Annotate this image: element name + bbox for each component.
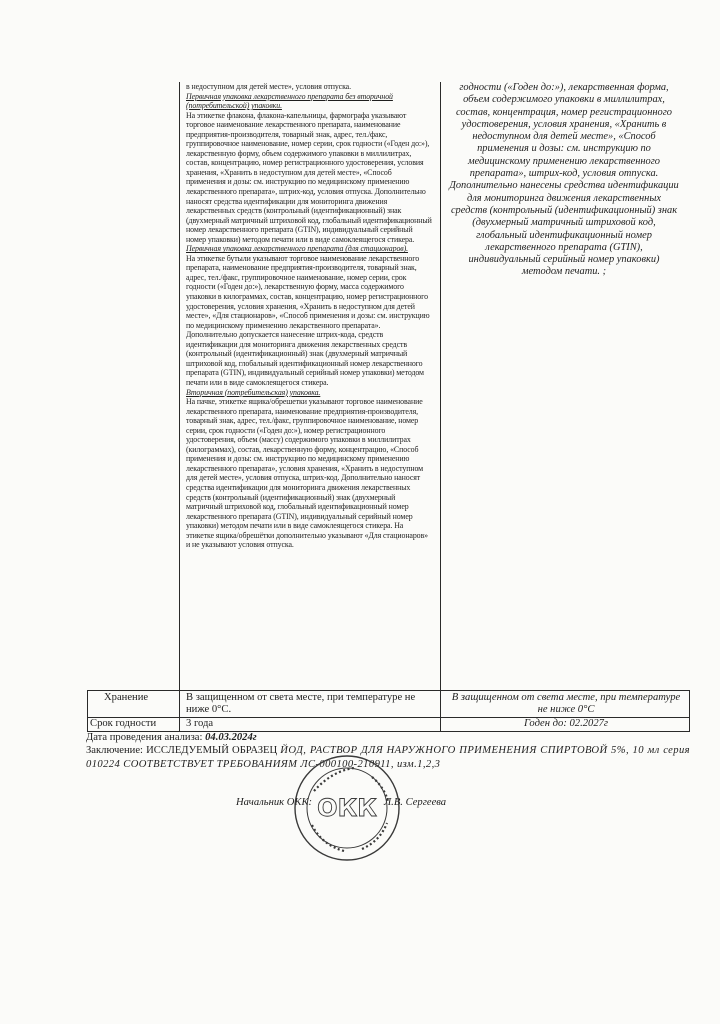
requirement-paragraph: На этикетке бутыли указывают торговое наименование лекарственного препарата, наименование предприятия-производителя, товарный знак, адрес, тел./факс, группировочное наименование, номер серии, срок годности («Годен до:»), лекарственную форму, масса содержимого упаковки в килограммах, состав, концентрацию, номер регистрационного удостоверения, условия хранения, «Хранить в недоступном для детей месте», «Для стационаров», «Способ применения и дозы: см. инструкцию по медицинскому применению лекарственного препарата». <box>186 253 430 330</box>
conclusion-body: ЙОД, РАСТВОР ДЛЯ НАРУЖНОГО ПРИМЕНЕНИЯ СПИРТОВОЙ 5%, 10 мл серия 010224 СООТВЕТСТВУЕТ ТРЕБОВАНИЯМ ЛС-000100-210911, изм.1,2,3 <box>86 745 690 770</box>
conclusion-label: Заключение: <box>86 745 143 756</box>
shelf-life-label: Срок годности <box>90 718 157 729</box>
storage-result: В защищенном от света месте, при температуре не ниже 0°С <box>451 692 681 715</box>
requirement-paragraph: На пачке, этикетке ящика/обрешетки указывают торговое наименование лекарственного препарата, наименование предприятия-производителя, товарный знак, адрес, тел./факс, группировочное наименование, номер серии, срок годности («Годен до:»), номер регистрационного удостоверения, объем (массу) содержимого упаковки в миллилитрах (килограммах), состав, лекарственную форму, концентрацию, «Способ применения и дозы: см. инструкцию по медицинскому применению лекарственного препарата», условия хранения, «Хранить в недоступном для детей месте», условия отпуска, штрих-код. Дополнительно наносят средства идентификации для мониторинга движения лекарственных средств (контрольный (идентификационный) знак (двухмерный матричный штриховой код, глобальный идентификационный номер лекарственного препарата (GTIN), индивидуальный серийный номер упаковки) методом печати или в виде самоклеящегося стикера. На этикетке ящика/обрешётки дополнительно указывают «Для стационаров» и не указывают условия отпуска. <box>186 397 429 550</box>
requirements-column <box>186 82 432 550</box>
signature-name: Л.В. Сергеева <box>384 797 447 808</box>
requirement-paragraph: На этикетке флакона, флакона-капельницы, фармографа указывают торговое наименование лекарственного препарата, наименование предприятия-производителя, товарный знак, адрес, тел./факс, группировочное наименование, номер серии, срок годности («Годен до:»), лекарственную форму, объем содержимого упаковки в миллилитрах, состав, концентрацию, номер регистрационного удостоверения, условия хранения, «Хранить в недоступном для детей месте», «Способ применения и дозы: см. инструкцию по медицинскому применению лекарственного препарата», штрих-код, условия отпуска. Дополнительно наносят средства идентификации для мониторинга движения лекарственных средств (контрольный (идентификационный) знак (двухмерный матричный штриховой код, глобальный идентификационный номер лекарственного препарата (GTIN), индивидуальный серийный номер упаковки) методом печати или в виде самоклеящегося стикера. <box>186 110 432 244</box>
shelf-life-result: Годен до: 02.2027г <box>523 718 609 729</box>
table-rule-storage <box>87 690 690 691</box>
conclusion-prefix: ИССЛЕДУЕМЫЙ ОБРАЗЕЦ <box>146 745 278 756</box>
shelf-life-requirement: 3 года <box>186 718 214 729</box>
stamp-center-text: ОКК <box>317 794 377 822</box>
requirement-heading: Первичная упаковка лекарственного препарата без вторичной (потребительской) упаковки. <box>186 91 393 111</box>
requirement-paragraph: Дополнительно допускается нанесение штрих-кода, средств идентификации для мониторинга движения лекарственных средств (контрольный (идентификационный) знак (двухмерный матричный штриховой код, глобальный идентификационный номер лекарственного препарата (GTIN), индивидуальный серийный номер упаковки) методом печати или в виде самоклеящегося стикера. <box>186 330 424 387</box>
table-border-left <box>87 690 88 732</box>
requirement-heading: Вторичная (потребительская) упаковка. <box>186 387 321 397</box>
analysis-date-value: 04.03.2024г <box>205 732 257 743</box>
storage-label: Хранение <box>104 692 149 703</box>
analysis-date-line <box>86 732 257 745</box>
analysis-date-label: Дата проведения анализа: <box>86 732 203 743</box>
table-divider-right <box>440 82 441 732</box>
table-divider-left <box>179 82 180 732</box>
result-text: годности («Годен до:»), лекарственная форма, объем содержимого упаковки в миллилитрах, состав, концентрация, номер регистрационного удостоверения, условия хранения, «Хранить в недоступном для детей месте», «Способ применения и дозы: см. инструкцию по медицинскому применению лекарственного препарата», штрих-код, условия отпуска. Дополнительно нанесены средства идентификации для мониторинга движения лекарственных средств (контрольный (идентификационный) знак (двухмерный матричный штриховой код, глобальный идентификационный номер лекарственного препарата (GTIN), индивидуальный серийный номер упаковки) методом печати. ; <box>449 82 679 278</box>
okk-stamp <box>292 753 402 863</box>
result-column <box>448 82 680 279</box>
requirement-heading: Первичная упаковка лекарственного препарата (для стационаров). <box>186 244 409 254</box>
table-border-right <box>689 690 690 732</box>
storage-requirement: В защищенном от света месте, при температуре не ниже 0°С. <box>186 692 416 715</box>
requirement-paragraph: в недоступном для детей месте», условия отпуска. <box>186 82 351 91</box>
signature-title: Начальник ОКК: <box>236 797 313 808</box>
